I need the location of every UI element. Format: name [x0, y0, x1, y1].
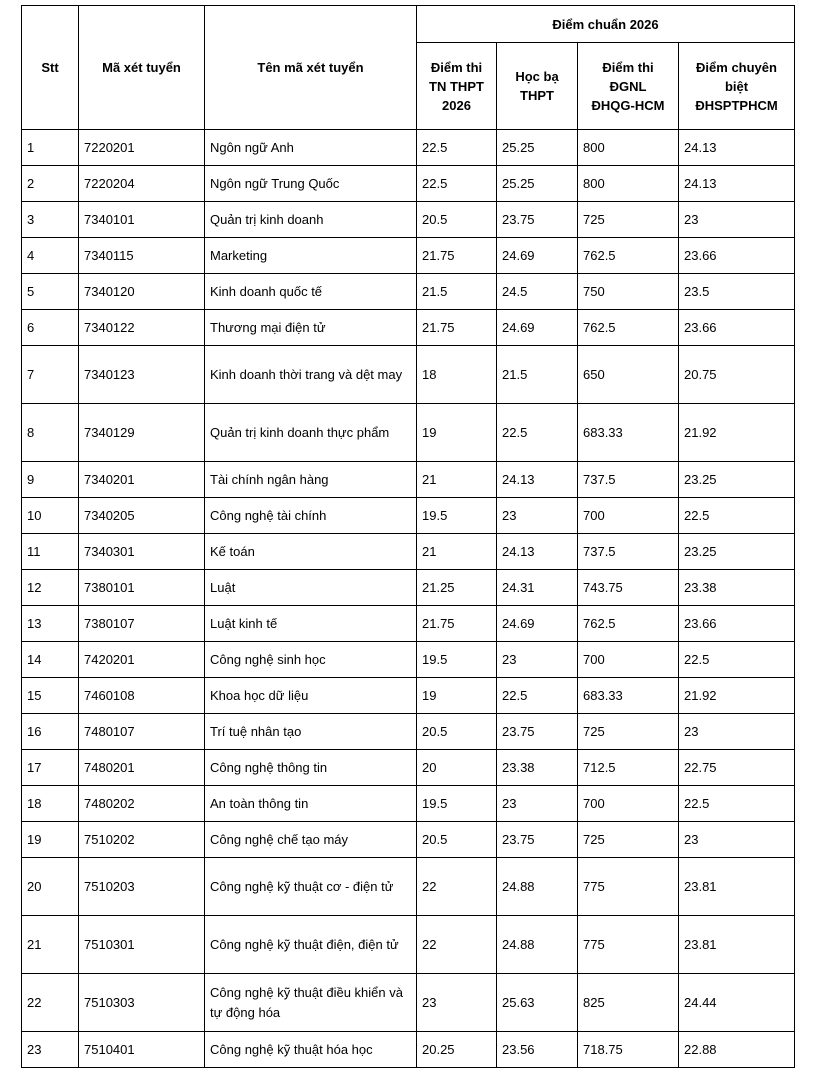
- cell-ma-xet-tuyen: 7510202: [79, 822, 205, 858]
- cell-ten-nganh: Quản trị kinh doanh thực phẩm: [205, 404, 417, 462]
- header-chuyen-biet: Điểm chuyên biệt ĐHSPTPHCM: [679, 43, 795, 130]
- cell-chuyen-biet: 23.25: [679, 534, 795, 570]
- cell-ma-xet-tuyen: 7510303: [79, 974, 205, 1032]
- cell-ten-nganh: Marketing: [205, 238, 417, 274]
- cell-dgnl: 800: [578, 166, 679, 202]
- cell-ma-xet-tuyen: 7340122: [79, 310, 205, 346]
- cell-stt: 7: [22, 346, 79, 404]
- table-row: [22, 750, 795, 786]
- cell-hoc-ba: 23.75: [497, 822, 578, 858]
- cell-dgnl: 700: [578, 786, 679, 822]
- cell-diem-thpt: 22.5: [417, 130, 497, 166]
- cell-hoc-ba: 24.5: [497, 274, 578, 310]
- cell-chuyen-biet: 21.92: [679, 404, 795, 462]
- cell-ma-xet-tuyen: 7340123: [79, 346, 205, 404]
- cell-stt: 19: [22, 822, 79, 858]
- table-row: [22, 714, 795, 750]
- cell-diem-thpt: 19.5: [417, 642, 497, 678]
- cell-ma-xet-tuyen: 7480202: [79, 786, 205, 822]
- cell-ma-xet-tuyen: 7220204: [79, 166, 205, 202]
- cell-ten-nganh: Công nghệ kỹ thuật điều khiển và tự động hóa: [205, 974, 417, 1032]
- header-ma-xet-tuyen: Mã xét tuyển: [79, 6, 205, 130]
- cell-diem-thpt: 19.5: [417, 498, 497, 534]
- cell-diem-thpt: 21.75: [417, 238, 497, 274]
- cell-chuyen-biet: 23.66: [679, 310, 795, 346]
- cell-diem-thpt: 19: [417, 678, 497, 714]
- cell-ma-xet-tuyen: 7340205: [79, 498, 205, 534]
- cell-ma-xet-tuyen: 7510301: [79, 916, 205, 974]
- cell-ma-xet-tuyen: 7340201: [79, 462, 205, 498]
- table-row: [22, 822, 795, 858]
- cell-stt: 14: [22, 642, 79, 678]
- cell-dgnl: 737.5: [578, 462, 679, 498]
- cell-hoc-ba: 23: [497, 786, 578, 822]
- table-row: [22, 606, 795, 642]
- cell-chuyen-biet: 22.75: [679, 750, 795, 786]
- cell-ten-nganh: Ngôn ngữ Trung Quốc: [205, 166, 417, 202]
- cell-ten-nganh: Tài chính ngân hàng: [205, 462, 417, 498]
- cell-hoc-ba: 23.56: [497, 1032, 578, 1068]
- table-row: [22, 858, 795, 916]
- cell-chuyen-biet: 20.75: [679, 346, 795, 404]
- cell-diem-thpt: 21.5: [417, 274, 497, 310]
- cell-stt: 11: [22, 534, 79, 570]
- cell-chuyen-biet: 23.66: [679, 606, 795, 642]
- cell-chuyen-biet: 23: [679, 822, 795, 858]
- cell-hoc-ba: 21.5: [497, 346, 578, 404]
- table-row: [22, 346, 795, 404]
- cell-chuyen-biet: 23.38: [679, 570, 795, 606]
- cell-diem-thpt: 21.75: [417, 310, 497, 346]
- cell-diem-thpt: 19.5: [417, 786, 497, 822]
- cell-chuyen-biet: 23.25: [679, 462, 795, 498]
- cell-dgnl: 775: [578, 858, 679, 916]
- table-row: [22, 1032, 795, 1068]
- table-row: [22, 786, 795, 822]
- cell-ten-nganh: Kinh doanh thời trang và dệt may: [205, 346, 417, 404]
- cell-hoc-ba: 24.88: [497, 916, 578, 974]
- cell-diem-thpt: 22: [417, 858, 497, 916]
- cell-ten-nganh: Công nghệ thông tin: [205, 750, 417, 786]
- cell-hoc-ba: 23.75: [497, 714, 578, 750]
- cell-stt: 10: [22, 498, 79, 534]
- table-row: [22, 274, 795, 310]
- cell-dgnl: 712.5: [578, 750, 679, 786]
- cell-stt: 8: [22, 404, 79, 462]
- cell-chuyen-biet: 24.44: [679, 974, 795, 1032]
- cell-ten-nganh: Kinh doanh quốc tế: [205, 274, 417, 310]
- cell-stt: 2: [22, 166, 79, 202]
- cell-dgnl: 725: [578, 202, 679, 238]
- table-row: [22, 974, 795, 1032]
- cell-diem-thpt: 21.25: [417, 570, 497, 606]
- cell-dgnl: 737.5: [578, 534, 679, 570]
- cell-stt: 18: [22, 786, 79, 822]
- cell-ten-nganh: Thương mại điện tử: [205, 310, 417, 346]
- cell-dgnl: 725: [578, 822, 679, 858]
- cell-chuyen-biet: 23: [679, 714, 795, 750]
- cell-stt: 4: [22, 238, 79, 274]
- cell-hoc-ba: 25.25: [497, 166, 578, 202]
- cell-dgnl: 762.5: [578, 238, 679, 274]
- cell-stt: 3: [22, 202, 79, 238]
- cell-ma-xet-tuyen: 7420201: [79, 642, 205, 678]
- cell-ten-nganh: Luật: [205, 570, 417, 606]
- cell-dgnl: 718.75: [578, 1032, 679, 1068]
- cell-chuyen-biet: 22.5: [679, 498, 795, 534]
- table-row: [22, 130, 795, 166]
- cell-stt: 22: [22, 974, 79, 1032]
- cell-ma-xet-tuyen: 7460108: [79, 678, 205, 714]
- cell-stt: 17: [22, 750, 79, 786]
- cell-chuyen-biet: 22.5: [679, 642, 795, 678]
- cell-dgnl: 683.33: [578, 678, 679, 714]
- cell-hoc-ba: 23: [497, 642, 578, 678]
- cell-ten-nganh: Kế toán: [205, 534, 417, 570]
- table-row: [22, 642, 795, 678]
- table-row: [22, 678, 795, 714]
- cell-stt: 20: [22, 858, 79, 916]
- cell-ten-nganh: Công nghệ kỹ thuật điện, điện tử: [205, 916, 417, 974]
- cell-ten-nganh: Công nghệ kỹ thuật cơ - điện tử: [205, 858, 417, 916]
- cell-ten-nganh: Luật kinh tế: [205, 606, 417, 642]
- cell-diem-thpt: 20.25: [417, 1032, 497, 1068]
- cell-ten-nganh: Công nghệ chế tạo máy: [205, 822, 417, 858]
- cell-chuyen-biet: 22.5: [679, 786, 795, 822]
- cell-ma-xet-tuyen: 7340129: [79, 404, 205, 462]
- cell-stt: 23: [22, 1032, 79, 1068]
- cell-chuyen-biet: 22.88: [679, 1032, 795, 1068]
- cell-dgnl: 750: [578, 274, 679, 310]
- cell-chuyen-biet: 23: [679, 202, 795, 238]
- cell-hoc-ba: 24.13: [497, 534, 578, 570]
- header-diem-thi-thpt: Điểm thi TN THPT 2026: [417, 43, 497, 130]
- cell-diem-thpt: 22.5: [417, 166, 497, 202]
- cell-ten-nganh: Công nghệ kỹ thuật hóa học: [205, 1032, 417, 1068]
- table-row: [22, 404, 795, 462]
- header-hoc-ba: Học bạ THPT: [497, 43, 578, 130]
- table-row: [22, 202, 795, 238]
- cell-chuyen-biet: 23.81: [679, 858, 795, 916]
- cell-chuyen-biet: 23.81: [679, 916, 795, 974]
- cell-ten-nganh: An toàn thông tin: [205, 786, 417, 822]
- cell-ma-xet-tuyen: 7510401: [79, 1032, 205, 1068]
- cell-ten-nganh: Công nghệ tài chính: [205, 498, 417, 534]
- cell-hoc-ba: 24.69: [497, 606, 578, 642]
- cell-hoc-ba: 23.38: [497, 750, 578, 786]
- cell-diem-thpt: 20.5: [417, 714, 497, 750]
- cell-ma-xet-tuyen: 7340120: [79, 274, 205, 310]
- cell-hoc-ba: 23: [497, 498, 578, 534]
- cell-hoc-ba: 24.31: [497, 570, 578, 606]
- cell-dgnl: 700: [578, 498, 679, 534]
- cell-ma-xet-tuyen: 7480107: [79, 714, 205, 750]
- cell-hoc-ba: 24.69: [497, 310, 578, 346]
- cell-ma-xet-tuyen: 7510203: [79, 858, 205, 916]
- cell-dgnl: 683.33: [578, 404, 679, 462]
- cell-hoc-ba: 25.25: [497, 130, 578, 166]
- cell-dgnl: 800: [578, 130, 679, 166]
- cell-hoc-ba: 22.5: [497, 404, 578, 462]
- cell-dgnl: 762.5: [578, 310, 679, 346]
- cell-diem-thpt: 23: [417, 974, 497, 1032]
- table-row: [22, 498, 795, 534]
- cell-ma-xet-tuyen: 7480201: [79, 750, 205, 786]
- cell-chuyen-biet: 21.92: [679, 678, 795, 714]
- cell-dgnl: 762.5: [578, 606, 679, 642]
- cell-hoc-ba: 24.13: [497, 462, 578, 498]
- cell-dgnl: 743.75: [578, 570, 679, 606]
- cell-diem-thpt: 22: [417, 916, 497, 974]
- table-row: [22, 166, 795, 202]
- table-row: [22, 462, 795, 498]
- table-body: [22, 130, 795, 1068]
- cell-hoc-ba: 23.75: [497, 202, 578, 238]
- cell-ten-nganh: Trí tuệ nhân tạo: [205, 714, 417, 750]
- cell-dgnl: 775: [578, 916, 679, 974]
- cell-stt: 13: [22, 606, 79, 642]
- cell-stt: 6: [22, 310, 79, 346]
- cell-diem-thpt: 21.75: [417, 606, 497, 642]
- cell-diem-thpt: 20: [417, 750, 497, 786]
- cell-diem-thpt: 19: [417, 404, 497, 462]
- header-stt: Stt: [22, 6, 79, 130]
- cell-hoc-ba: 22.5: [497, 678, 578, 714]
- table-row: [22, 534, 795, 570]
- cell-ma-xet-tuyen: 7340101: [79, 202, 205, 238]
- cell-diem-thpt: 18: [417, 346, 497, 404]
- cell-ten-nganh: Quản trị kinh doanh: [205, 202, 417, 238]
- cell-stt: 12: [22, 570, 79, 606]
- cell-chuyen-biet: 23.66: [679, 238, 795, 274]
- cell-ten-nganh: Ngôn ngữ Anh: [205, 130, 417, 166]
- cell-hoc-ba: 25.63: [497, 974, 578, 1032]
- cell-dgnl: 650: [578, 346, 679, 404]
- cell-dgnl: 700: [578, 642, 679, 678]
- table-row: [22, 238, 795, 274]
- cell-stt: 1: [22, 130, 79, 166]
- cell-dgnl: 725: [578, 714, 679, 750]
- cell-ma-xet-tuyen: 7380101: [79, 570, 205, 606]
- table-row: [22, 916, 795, 974]
- cell-diem-thpt: 20.5: [417, 822, 497, 858]
- cell-stt: 5: [22, 274, 79, 310]
- cell-diem-thpt: 20.5: [417, 202, 497, 238]
- cell-diem-thpt: 21: [417, 534, 497, 570]
- header-ten-ma-xet-tuyen: Tên mã xét tuyển: [205, 6, 417, 130]
- cell-chuyen-biet: 24.13: [679, 130, 795, 166]
- cell-ma-xet-tuyen: 7340115: [79, 238, 205, 274]
- cell-hoc-ba: 24.69: [497, 238, 578, 274]
- cell-stt: 16: [22, 714, 79, 750]
- table-row: [22, 570, 795, 606]
- header-dgnl: Điểm thi ĐGNL ĐHQG-HCM: [578, 43, 679, 130]
- header-diem-chuan-group: Điểm chuẩn 2026: [417, 6, 795, 43]
- cell-hoc-ba: 24.88: [497, 858, 578, 916]
- cell-dgnl: 825: [578, 974, 679, 1032]
- table-header: [22, 6, 795, 130]
- cell-ma-xet-tuyen: 7380107: [79, 606, 205, 642]
- cell-stt: 21: [22, 916, 79, 974]
- cell-stt: 15: [22, 678, 79, 714]
- cell-chuyen-biet: 23.5: [679, 274, 795, 310]
- cell-stt: 9: [22, 462, 79, 498]
- cell-ten-nganh: Khoa học dữ liệu: [205, 678, 417, 714]
- cell-ma-xet-tuyen: 7340301: [79, 534, 205, 570]
- cell-diem-thpt: 21: [417, 462, 497, 498]
- table-row: [22, 310, 795, 346]
- cell-chuyen-biet: 24.13: [679, 166, 795, 202]
- admission-scores-table: [21, 5, 795, 1068]
- cell-ma-xet-tuyen: 7220201: [79, 130, 205, 166]
- cell-ten-nganh: Công nghệ sinh học: [205, 642, 417, 678]
